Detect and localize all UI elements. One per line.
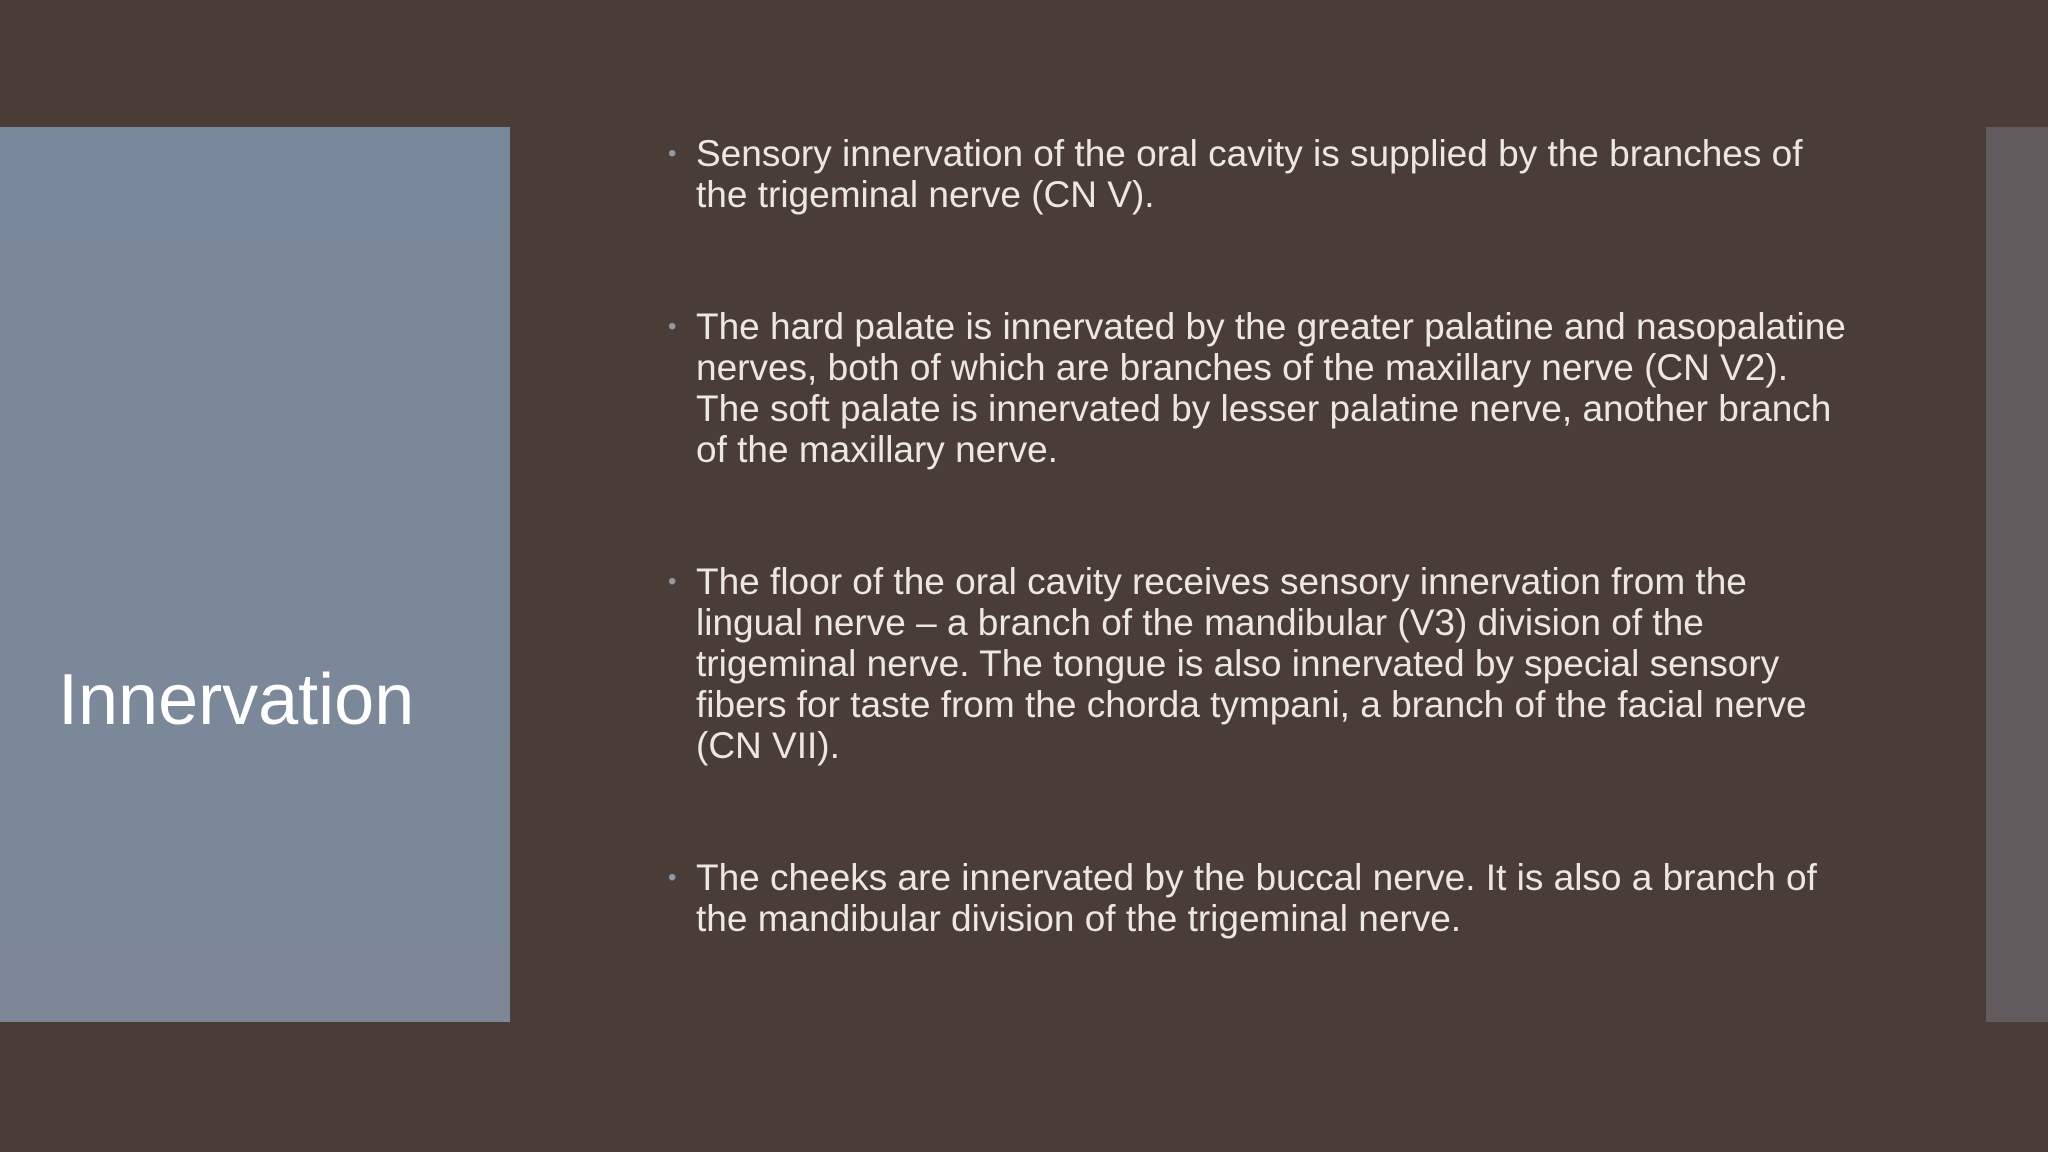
bullet-dot-icon: • (668, 140, 677, 167)
bullet-text: The cheeks are innervated by the buccal nerve. It is also a branch of the mandibular division of the trigeminal nerve. (696, 857, 1817, 939)
bullet-text: Sensory innervation of the oral cavity is supplied by the branches of the trigeminal nerve (CN V). (696, 133, 1803, 215)
bullet-dot-icon: • (668, 313, 677, 340)
bullet-dot-icon: • (668, 864, 677, 891)
bullet-list (660, 133, 1860, 939)
bullet-item (660, 857, 1860, 939)
bullet-item (660, 561, 1860, 766)
content-area (660, 127, 1860, 939)
bullet-item (660, 133, 1860, 215)
right-accent-bar (1986, 127, 2048, 1022)
bullet-item (660, 306, 1860, 470)
slide-title: Innervation (58, 660, 415, 740)
bullet-text: The hard palate is innervated by the greater palatine and nasopalatine nerves, both of which are branches of the maxillary nerve (CN V2). The soft palate is innervated by lesser palatine nerve, another branch of the maxillary nerve. (696, 306, 1846, 470)
bullet-dot-icon: • (668, 568, 677, 595)
title-panel (0, 127, 510, 1022)
bullet-text: The floor of the oral cavity receives sensory innervation from the lingual nerve – a branch of the mandibular (V3) division of the trigeminal nerve. The tongue is also innervated by special sensory fibers for taste from the chorda tympani, a branch of the facial nerve (CN VII). (696, 561, 1807, 766)
